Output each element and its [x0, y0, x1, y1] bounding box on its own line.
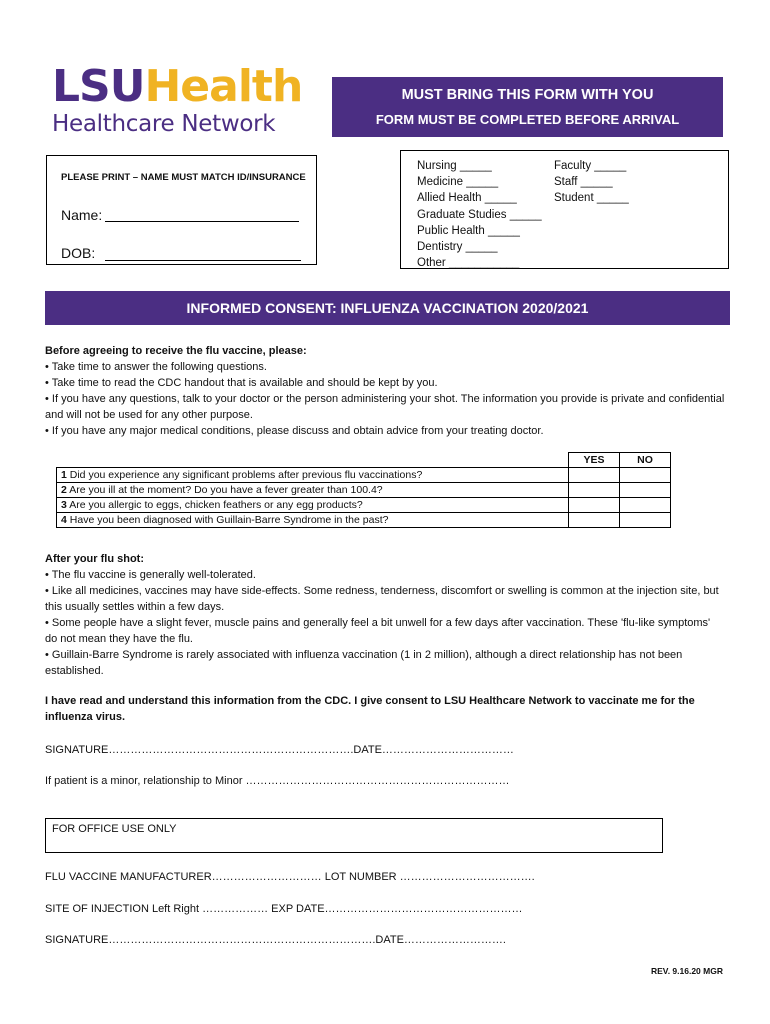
before-section [45, 343, 725, 439]
consent-title: INFORMED CONSENT: INFLUENZA VACCINATION 2020/2021 [45, 291, 730, 325]
role-medicine[interactable]: Medicine _____ [417, 176, 499, 189]
signature-date-line[interactable]: SIGNATURE………………………………………………………….DATE……………………………… [45, 744, 514, 756]
after-heading: After your flu shot: [45, 553, 144, 565]
role-student[interactable]: Student _____ [554, 192, 629, 205]
table-row [57, 468, 671, 483]
after-bullet: • Guillain-Barre Syndrome is rarely associated with influenza vaccination (1 in 2 million), although a direct relationship has not been established. [45, 649, 683, 677]
question-cell: 1 Did you experience any significant problems after previous flu vaccinations? [57, 468, 569, 483]
logo-health-text: Health [144, 61, 303, 112]
logo-lsu-text: LSU [52, 61, 145, 112]
yes-answer-cell[interactable] [569, 513, 620, 528]
logo-network-text: Healthcare Network [52, 111, 276, 137]
table-row [57, 513, 671, 528]
yes-answer-cell[interactable] [569, 483, 620, 498]
question-cell: 2 Are you ill at the moment? Do you have a fever greater than 100.4? [57, 483, 569, 498]
must-bring-banner [332, 77, 723, 137]
role-graduate-studies[interactable]: Graduate Studies _____ [417, 208, 542, 221]
affiliation-right-column [554, 158, 629, 207]
revision-label: REV. 9.16.20 MGR [651, 966, 723, 976]
manufacturer-lot-line[interactable]: FLU VACCINE MANUFACTURER………………………… LOT NUMBER ………………………………. [45, 871, 535, 883]
screening-questions-table [56, 452, 671, 528]
lsu-health-logo [52, 61, 303, 112]
role-allied-health[interactable]: Allied Health _____ [417, 192, 517, 205]
no-answer-cell[interactable] [620, 483, 671, 498]
dob-label: DOB: [61, 245, 96, 261]
banner-line-2: FORM MUST BE COMPLETED BEFORE ARRIVAL [375, 112, 680, 127]
after-bullet: • Some people have a slight fever, muscle pains and generally feel a bit unwell for a few days after vaccination. These 'flu-like symptoms' do not mean they have the flu. [45, 617, 711, 645]
role-other[interactable]: Other ___________ [417, 257, 520, 270]
office-use-label: FOR OFFICE USE ONLY [52, 823, 177, 835]
question-cell: 4 Have you been diagnosed with Guillain-Barre Syndrome in the past? [57, 513, 569, 528]
minor-relationship-line[interactable]: If patient is a minor, relationship to Minor ……………………………………………………………… [45, 775, 510, 787]
no-column-header: NO [620, 453, 671, 468]
office-use-box [45, 818, 663, 853]
before-bullet: • If you have any major medical conditions, please discuss and obtain advice from your treating doctor. [45, 425, 544, 437]
before-bullet: • Take time to read the CDC handout that is available and should be kept by you. [45, 377, 438, 389]
banner-line-1: MUST BRING THIS FORM WITH YOU [401, 87, 654, 103]
after-bullet: • The flu vaccine is generally well-tolerated. [45, 569, 256, 581]
print-instruction: PLEASE PRINT – NAME MUST MATCH ID/INSURANCE [61, 172, 306, 183]
no-answer-cell[interactable] [620, 513, 671, 528]
affiliation-left-column [417, 158, 542, 271]
yes-answer-cell[interactable] [569, 498, 620, 513]
role-faculty[interactable]: Faculty _____ [554, 160, 627, 172]
patient-id-box [46, 155, 317, 265]
role-nursing[interactable]: Nursing _____ [417, 160, 492, 172]
dob-field[interactable] [105, 259, 301, 261]
site-exp-line[interactable]: SITE OF INJECTION Left Right ……………… EXP DATE……………………………………………… [45, 903, 523, 915]
question-cell: 3 Are you allergic to eggs, chicken feathers or any egg products? [57, 498, 569, 513]
role-public-health[interactable]: Public Health _____ [417, 224, 520, 237]
after-bullet: • Like all medicines, vaccines may have side-effects. Some redness, tenderness, discomfort or swelling is common at the injection site, but this usually settles within a few days. [45, 585, 719, 613]
role-dentistry[interactable]: Dentistry _____ [417, 241, 498, 254]
before-bullet: • Take time to answer the following questions. [45, 361, 267, 373]
before-heading: Before agreeing to receive the flu vaccine, please: [45, 345, 307, 357]
after-section [45, 551, 725, 679]
table-row [57, 483, 671, 498]
yes-column-header: YES [569, 453, 620, 468]
before-bullet: • If you have any questions, talk to your doctor or the person administering your shot. The information you provide is private and confidential and will not be used for any other purpose. [45, 393, 725, 421]
name-label: Name: [61, 207, 103, 223]
table-header-row [57, 453, 671, 468]
affiliation-box [400, 150, 729, 269]
name-field[interactable] [105, 220, 299, 222]
no-answer-cell[interactable] [620, 468, 671, 483]
table-row [57, 498, 671, 513]
consent-statement: I have read and understand this information from the CDC. I give consent to LSU Healthcare Network to vaccinate me for the influenza virus. [45, 695, 695, 723]
yes-answer-cell[interactable] [569, 468, 620, 483]
role-staff[interactable]: Staff _____ [554, 176, 613, 189]
office-signature-line[interactable]: SIGNATURE……………………………………………………………….DATE………………………. [45, 934, 506, 946]
no-answer-cell[interactable] [620, 498, 671, 513]
